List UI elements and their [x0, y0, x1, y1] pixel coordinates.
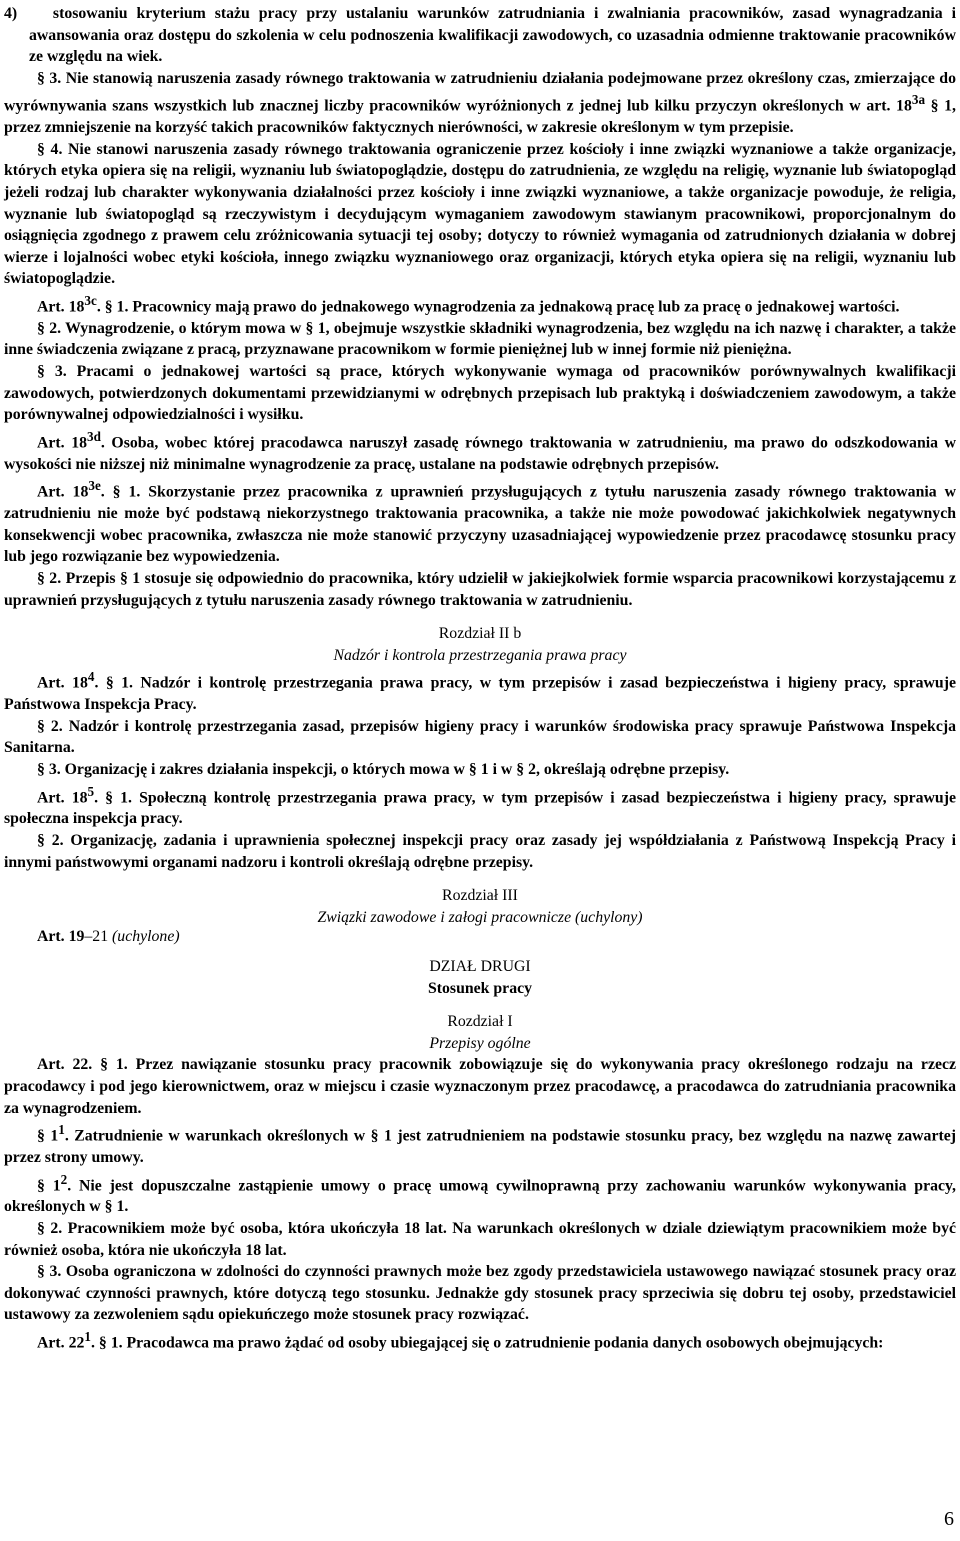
paragraph-18-5-s2: § 2. Organizację, zadania i uprawnienia społecznej inspekcji pracy oraz zasady jej współdziałania z Państwową Inspekcją Pracy i innymi państwowymi organami nadzoru i kontroli określają odrębne przepisy. [4, 831, 956, 871]
repealed-note: (uchylone) [112, 928, 180, 946]
chapter-heading: Rozdział II b [438, 625, 522, 643]
article-18-3c [4, 290, 956, 318]
paragraph-18-3c-s3: § 3. Pracami o jednakowej wartości są prace, których wykonywanie wymaga od pracowników porównywalnych kwalifikacji zawodowych, potwierdzonych dokumentami przewidzianymi w odrębnych przepisach lub praktyką i doświadczeniem zawodowym, a także porównywalnej odpowiedzialności i wysiłku. [4, 363, 956, 424]
article-number: Art. 19 [37, 928, 85, 946]
paragraph-text: . Nie jest dopuszczalne zastąpienie umowy o pracę umową cywilnoprawną przy zachowaniu warunków wykonywania pracy, określonych w § 1. [4, 1176, 956, 1216]
article-range: –21 [84, 928, 113, 946]
article-18-5 [4, 781, 956, 830]
paragraph-18-3e-s2: § 2. Przepis § 1 stosuje się odpowiednio do pracownika, który udzielił w jakiejkolwiek formie wsparcia pracownikowi korzystającemu z uprawnień przysługujących z tytułu naruszenia zasady równego traktowania w zatrudnieniu. [4, 569, 956, 609]
paragraph-18-4-s3: § 3. Organizację i zakres działania inspekcji, o których mowa w § 1 i w § 2, określają odrębne przepisy. [37, 760, 730, 778]
paragraph-text: . Osoba, wobec której pracodawca naruszył zasadę równego traktowania w zatrudnieniu, ma prawo do odszkodowania w wysokości nie niższej niż minimalne wynagrodzenie za pracę, ustalane na podstawie odrębnych przepisów. [4, 434, 956, 473]
article-number: Art. 18 [37, 298, 85, 316]
superscript: 3a [911, 92, 926, 108]
chapter-subtitle: Nadzór i kontrola przestrzegania prawa pracy [333, 646, 627, 664]
chapter-heading: Rozdział III [442, 887, 518, 905]
article-22: Art. 22. § 1. Przez nawiązanie stosunku pracy pracownik zobowiązuje się do wykonywania pracy określonego rodzaju na rzecz pracodawcy i pod jego kierownictwem, oraz w miejscu i czasie wyznaczonym przez pracodawcę, a pracodawca do zatrudniania pracownika za wynagrodzeniem. [4, 1056, 956, 1117]
article-18-3e [4, 475, 956, 568]
article-19-21 [4, 926, 956, 948]
superscript: 5 [87, 783, 95, 799]
article-number: Art. 18 [37, 674, 88, 692]
paragraph-18-3c-s2: § 2. Wynagrodzenie, o którym mowa w § 1, obejmuje wszystkie składniki wynagrodzenia, bez względu na ich nazwę i charakter, a także inne świadczenia związane z pracą, przyznawane pracownikom w formie pieniężnej lub w innej formie niż pieniężna. [4, 319, 956, 359]
article-number: Art. 18 [37, 483, 89, 501]
article-number: Art. 18 [37, 434, 87, 452]
superscript: 2 [60, 1171, 68, 1187]
paragraph-22-s1-1 [4, 1119, 956, 1168]
paragraph-text: . § 1. Skorzystanie przez pracownika z uprawnień przysługujących z tytułu naruszenia zasady równego traktowania w zatrudnieniu nie może być podstawą niekorzystnego traktowania pracownika, a także nie może powodować jakichkolwiek negatywnych konsekwencji wobec pracownika, zwłaszcza nie może stanowić przyczyny uzasadniającej wypowiedzenie przez pracodawcę stosunku pracy lub jego rozwiązanie bez wypowiedzenia. [4, 483, 956, 566]
paragraph-22-s1-2 [4, 1169, 956, 1218]
article-18-4 [4, 666, 956, 715]
paragraph-text: . § 1. Pracownicy mają prawo do jednakowego wynagrodzenia za jednakową pracę lub za pracę o jednakowej wartości. [96, 298, 900, 316]
paragraph-text: . Zatrudnienie w warunkach określonych w § 1 jest zatrudnieniem na podstawie stosunku pracy, bez względu na nazwę zawartej przez strony umowy. [4, 1127, 956, 1166]
chapter-subtitle: Przepisy ogólne [429, 1034, 531, 1052]
paragraph-text: § 3. Nie stanowią naruszenia zasady równego traktowania w zatrudnieniu działania podejmowane przez określony czas, zmierzające do wyrównywania szans wszystkich lub znacznej liczby pracowników wyróżnionych z jednej lub kilku przyczyn określonych w art. 18 [4, 69, 956, 115]
article-number: Art. 22 [37, 1334, 85, 1352]
division-heading: DZIAŁ DRUGI [429, 957, 531, 975]
paragraph-22-s2: § 2. Pracownikiem może być osoba, która ukończyła 18 lat. Na warunkach określonych w dziale dziewiątym pracownikiem może być również osoba, która nie ukończyła 18 lat. [4, 1220, 956, 1259]
article-number: Art. 18 [37, 788, 88, 806]
document-page [4, 0, 956, 1354]
superscript: 3d [87, 428, 101, 444]
division-subtitle: Stosunek pracy [427, 979, 532, 997]
paragraph-number: § 1 [37, 1176, 61, 1194]
superscript: 3c [84, 292, 97, 308]
superscript: 4 [87, 669, 95, 685]
paragraph-s4: § 4. Nie stanowi naruszenia zasady równego traktowania ograniczenie przez kościoły i inne związki wyznaniowe a także organizacje, których etyka opiera się na religii, wyznaniu lub światopoglądzie, dostępu do zatrudnienia, ze względu na religię, wyznanie lub światopogląd jeżeli rodzaj lub charakter wykonywania działalności przez kościoły i inne związki wyznaniowe, a także organizacje powoduje, że religia, wyznanie lub światopogląd są rzeczywistym i decydującym wymaganiem zawodowym stawianym pracownikowi, proporcjonalnym do osiągnięcia zgodnego z prawem celu zróżnicowania sytuacji tej osoby; dotyczy to również wymagania od zatrudnionych działania w dobrej wierze i lojalności wobec etyki kościoła, innego związku wyznaniowego oraz organizacji, których etyka opiera się na religii, wyznaniu lub światopoglądzie. [4, 140, 956, 288]
superscript: 1 [58, 1122, 65, 1138]
chapter-subtitle: Związki zawodowe i załogi pracownicze (uchylony) [317, 908, 643, 926]
list-item-4: 4) stosowaniu kryterium stażu pracy przy ustalaniu warunków zatrudniania i zwalniania pracowników, zasad wynagradzania i awansowania oraz dostępu do szkolenia w celu podnoszenia kwalifikacji zawodowych, co uzasadnia odmienne traktowanie pracowników ze względu na wiek. [4, 5, 956, 66]
paragraph-s3 [4, 68, 956, 139]
article-22-1 [4, 1326, 956, 1354]
superscript: 1 [84, 1328, 91, 1344]
paragraph-22-s3: § 3. Osoba ograniczona w zdolności do czynności prawnych może bez zgody przedstawiciela ustawowego nawiązać stosunek pracy oraz dokonywać czynności prawnych, które dotyczą tego stosunku. Jednakże gdy stosunek pracy sprzeciwia się dobru tej osoby, przedstawiciel ustawowy za zezwoleniem sądu opiekuńczego może stosunek pracy rozwiązać. [4, 1263, 956, 1324]
paragraph-18-4-s2: § 2. Nadzór i kontrolę przestrzegania zasad, przepisów higieny pracy i warunków środowiska pracy sprawuje Państwowa Inspekcja Sanitarna. [4, 717, 956, 757]
paragraph-text: . § 1. Społeczną kontrolę przestrzegania prawa pracy, w tym przepisów i zasad bezpieczeństwa i higieny pracy, sprawuje społeczna inspekcja pracy. [4, 788, 956, 828]
paragraph-text: . § 1. Pracodawca ma prawo żądać od osoby ubiegającej się o zatrudnienie podania danych osobowych obejmujących: [90, 1334, 884, 1352]
page-number: 6 [944, 1508, 954, 1530]
article-18-3d [4, 426, 956, 475]
paragraph-text: § 1, przez zmniejszenie na korzyść takich pracowników faktycznych nierówności, w zakresie określonym w tym przepisie. [4, 97, 956, 137]
superscript: 3e [88, 478, 101, 494]
chapter-heading: Rozdział I [447, 1013, 513, 1031]
paragraph-text: . § 1. Nadzór i kontrolę przestrzegania prawa pracy, w tym przepisów i zasad bezpieczeństwa i higieny pracy, sprawuje Państwowa Inspekcja Pracy. [4, 674, 956, 714]
paragraph-number: § 1 [37, 1127, 59, 1145]
